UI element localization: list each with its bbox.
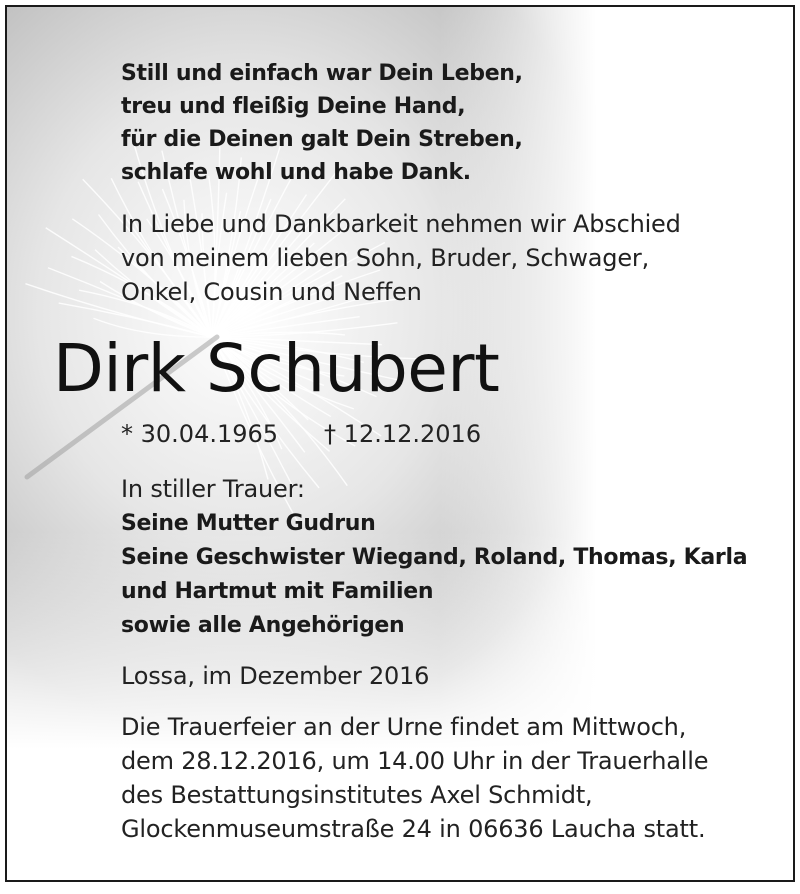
- funeral-line-4: Glockenmuseumstraße 24 in 06636 Laucha statt.: [121, 815, 706, 843]
- poem-line-3: für die Deinen galt Dein Streben,: [121, 127, 523, 152]
- deceased-name: Dirk Schubert: [53, 330, 500, 407]
- mourner-line-4: sowie alle Angehörigen: [121, 613, 405, 638]
- intro-line-2: von meinem lieben Sohn, Bruder, Schwager,: [121, 244, 650, 272]
- intro-line-1: In Liebe und Dankbarkeit nehmen wir Abschied: [121, 210, 681, 238]
- birth-date: * 30.04.1965: [121, 420, 279, 448]
- notice-content: [7, 7, 793, 880]
- mourner-line-1: Seine Mutter Gudrun: [121, 511, 376, 536]
- place-date: Lossa, im Dezember 2016: [121, 662, 430, 690]
- mourner-line-3: und Hartmut mit Familien: [121, 579, 434, 604]
- poem-line-1: Still und einfach war Dein Leben,: [121, 61, 523, 86]
- death-date: † 12.12.2016: [324, 420, 482, 448]
- poem-line-4: schlafe wohl und habe Dank.: [121, 160, 471, 185]
- funeral-line-3: des Bestattungsinstitutes Axel Schmidt,: [121, 781, 593, 809]
- funeral-line-1: Die Trauerfeier an der Urne findet am Mittwoch,: [121, 713, 687, 741]
- mourner-line-2: Seine Geschwister Wiegand, Roland, Thomas, Karla: [121, 545, 748, 570]
- funeral-line-2: dem 28.12.2016, um 14.00 Uhr in der Trauerhalle: [121, 747, 709, 775]
- life-dates: [121, 417, 481, 451]
- poem-line-2: treu und fleißig Deine Hand,: [121, 94, 466, 119]
- mourners-label: In stiller Trauer:: [121, 475, 305, 503]
- obituary-notice: [5, 5, 795, 882]
- intro-line-3: Onkel, Cousin und Neffen: [121, 278, 422, 306]
